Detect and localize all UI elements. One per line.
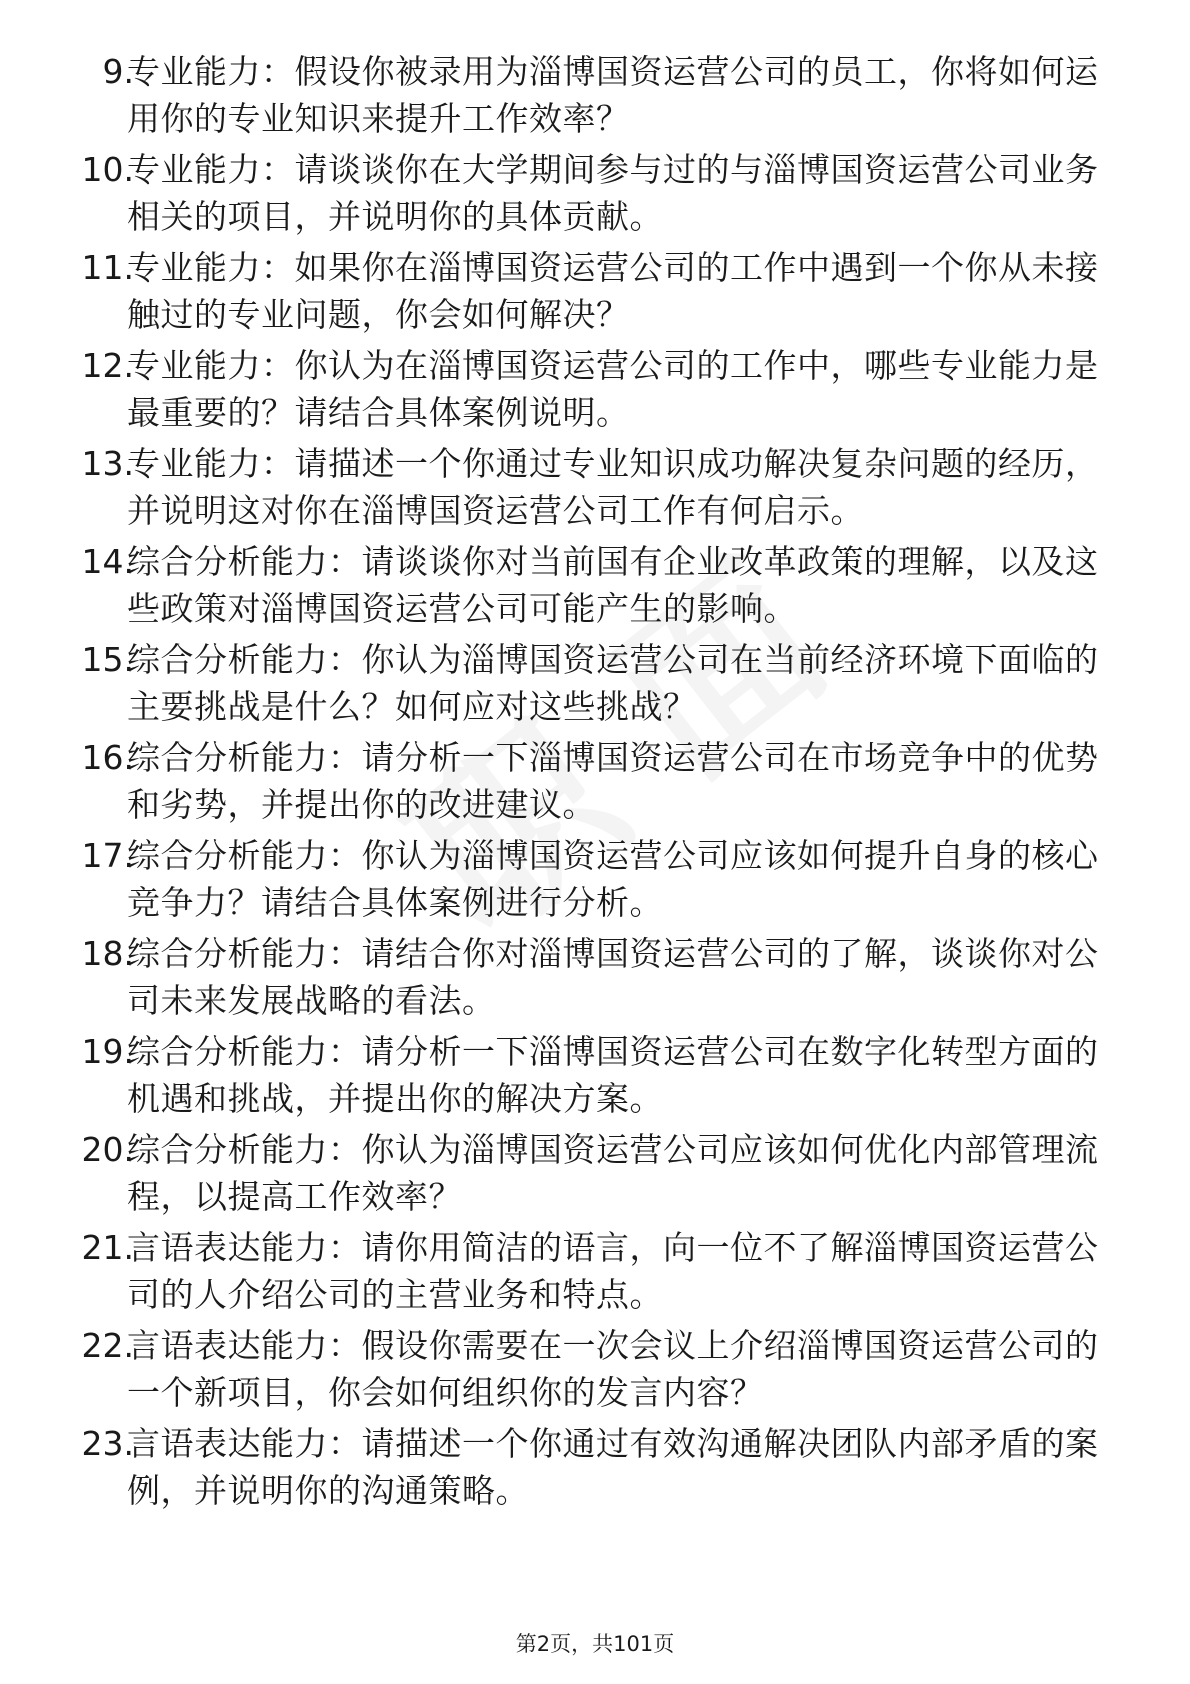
question-text: 言语表达能力：请描述一个你通过有效沟通解决团队内部矛盾的案例，并说明你的沟通策略。 [127,1424,1099,1510]
question-text: 综合分析能力：请分析一下淄博国资运营公司在市场竞争中的优势和劣势，并提出你的改进建议。 [127,738,1099,824]
question-text: 专业能力：请谈谈你在大学期间参与过的与淄博国资运营公司业务相关的项目，并说明你的具体贡献。 [127,150,1099,236]
question-item [0,1224,1190,1322]
question-number: 11. [81,248,134,287]
question-text: 综合分析能力：你认为淄博国资运营公司应该如何优化内部管理流程，以提高工作效率？ [127,1130,1099,1216]
question-number: 14. [81,542,134,581]
question-text: 综合分析能力：请分析一下淄博国资运营公司在数字化转型方面的机遇和挑战，并提出你的解决方案。 [127,1032,1099,1118]
question-number: 9. [102,52,134,91]
question-item [0,440,1190,538]
question-number: 21. [81,1228,134,1267]
question-text: 专业能力：如果你在淄博国资运营公司的工作中遇到一个你从未接触过的专业问题，你会如何解决？ [127,248,1099,334]
question-item [0,48,1190,146]
question-text: 言语表达能力：请你用简洁的语言，向一位不了解淄博国资运营公司的人介绍公司的主营业务和特点。 [127,1228,1099,1314]
question-item [0,244,1190,342]
question-item [0,538,1190,636]
question-text: 专业能力：你认为在淄博国资运营公司的工作中，哪些专业能力是最重要的？请结合具体案例说明。 [127,346,1099,432]
question-number: 13. [81,444,134,483]
question-number: 20. [81,1130,134,1169]
question-item [0,342,1190,440]
question-item [0,832,1190,930]
question-number: 16. [81,738,134,777]
question-text: 综合分析能力：你认为淄博国资运营公司在当前经济环境下面临的主要挑战是什么？如何应对这些挑战？ [127,640,1099,726]
question-item [0,1322,1190,1420]
question-number: 18. [81,934,134,973]
question-item [0,146,1190,244]
question-text: 综合分析能力：请结合你对淄博国资运营公司的了解，谈谈你对公司未来发展战略的看法。 [127,934,1099,1020]
question-text: 专业能力：假设你被录用为淄博国资运营公司的员工，你将如何运用你的专业知识来提升工作效率？ [127,52,1099,138]
question-text: 综合分析能力：请谈谈你对当前国有企业改革政策的理解，以及这些政策对淄博国资运营公司可能产生的影响。 [127,542,1099,628]
question-text: 综合分析能力：你认为淄博国资运营公司应该如何提升自身的核心竞争力？请结合具体案例进行分析。 [127,836,1099,922]
question-item [0,636,1190,734]
page-footer: 第2页，共101页 [515,1632,675,1656]
question-number: 22. [81,1326,134,1365]
question-number: 17. [81,836,134,875]
question-number: 23. [81,1424,134,1463]
question-item [0,1420,1190,1518]
question-number: 12. [81,346,134,385]
question-text: 专业能力：请描述一个你通过专业知识成功解决复杂问题的经历，并说明这对你在淄博国资运营公司工作有何启示。 [127,444,1099,530]
question-item [0,734,1190,832]
question-list [0,48,1190,1518]
question-item [0,1126,1190,1224]
question-number: 19. [81,1032,134,1071]
question-item [0,1028,1190,1126]
question-number: 10. [81,150,134,189]
question-text: 言语表达能力：假设你需要在一次会议上介绍淄博国资运营公司的一个新项目，你会如何组织你的发言内容？ [127,1326,1099,1412]
question-item [0,930,1190,1028]
question-number: 15. [81,640,134,679]
